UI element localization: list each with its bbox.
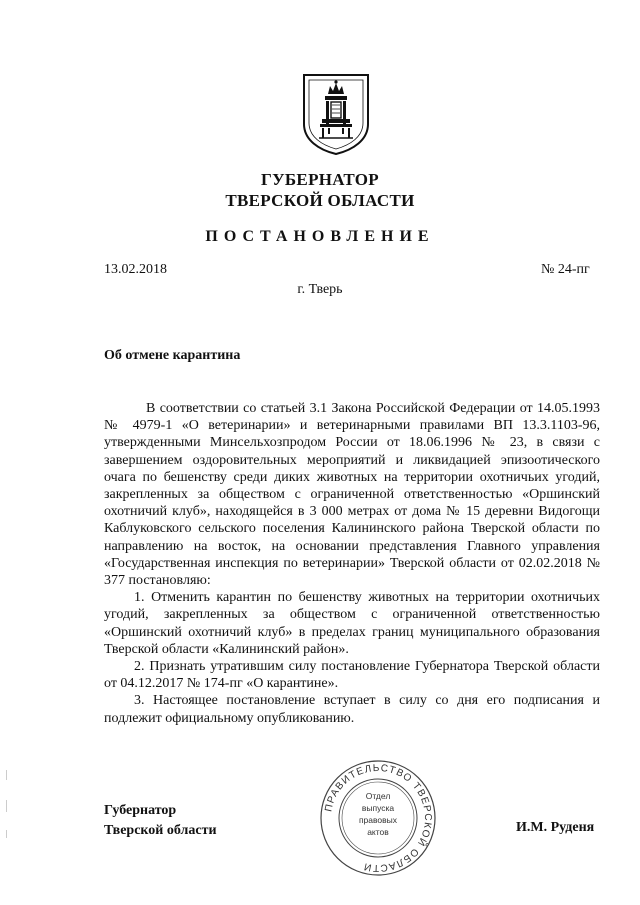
coat-of-arms-icon — [301, 72, 371, 156]
scan-mark — [6, 770, 7, 780]
document-number: № 24-пг — [541, 262, 590, 277]
issuer-title-line1: ГУБЕРНАТОР — [261, 170, 379, 189]
signatory-position — [104, 801, 217, 841]
issuer-title-line2: ТВЕРСКОЙ ОБЛАСТИ — [225, 191, 415, 210]
document-body — [104, 400, 600, 727]
signatory-name: И.М. Руденя — [516, 820, 595, 835]
signatory-position-line1: Губернатор — [104, 803, 177, 818]
seal-inner-line: актов — [367, 827, 389, 837]
body-paragraph: 2. Признать утратившим силу постановление Губернатора Тверской области от 04.12.2017 № 174-пг «О карантине». — [104, 659, 600, 692]
scan-mark — [6, 800, 7, 812]
document-city: г. Тверь — [297, 282, 343, 297]
scan-mark — [6, 830, 7, 838]
seal-inner-line: выпуска — [361, 803, 395, 813]
seal-inner-text — [339, 790, 417, 838]
body-paragraph: 3. Настоящее постановление вступает в силу со дня его подписания и подлежит официальному опубликованию. — [104, 693, 600, 726]
body-paragraph: 1. Отменить карантин по бешенству животных на территории охотничьих угодий, закрепленных за обществом с ограниченной ответственностью «Оршинский охотничий клуб» в пределах границ муниципального образования Тверской области «Калининский район». — [104, 590, 600, 657]
seal-ring-text: ПРАВИТЕЛЬСТВО ТВЕРСКОЙ ОБЛАСТИ — [323, 762, 434, 874]
seal-inner-line: Отдел — [365, 791, 391, 801]
document-subject: Об отмене карантина — [104, 348, 241, 363]
document-type: ПОСТАНОВЛЕНИЕ — [205, 228, 435, 245]
body-paragraph: В соответствии со статьей 3.1 Закона Российской Федерации от 14.05.1993 № 4979-1 «О ветеринарии» и ветеринарными правилами ВП 13.3.1103-96, утвержденными Минсельхозпродом России от 18.06.1996 № 23, в связи с завершением оздоровительных мероприятий и ликвидацией эпизоотического очага по бешенству среди диких животных на территории охотничьих угодий, закрепленных за обществом с ограниченной ответственностью «Оршинский охотничий клуб», находящейся в 3 000 метрах от дома № 15 деревни Видогощи Каблуковского сельского поселения Калининского района Тверской области по направлению на восток, на основании представления Главного управления «Государственная инспекция по ветеринарии» Тверской области от 02.02.2018 № 377 постановляю: — [104, 401, 600, 589]
seal-inner-line: правовых — [358, 815, 398, 825]
document-date: 13.02.2018 — [104, 262, 167, 277]
signatory-position-line2: Тверской области — [104, 823, 217, 838]
